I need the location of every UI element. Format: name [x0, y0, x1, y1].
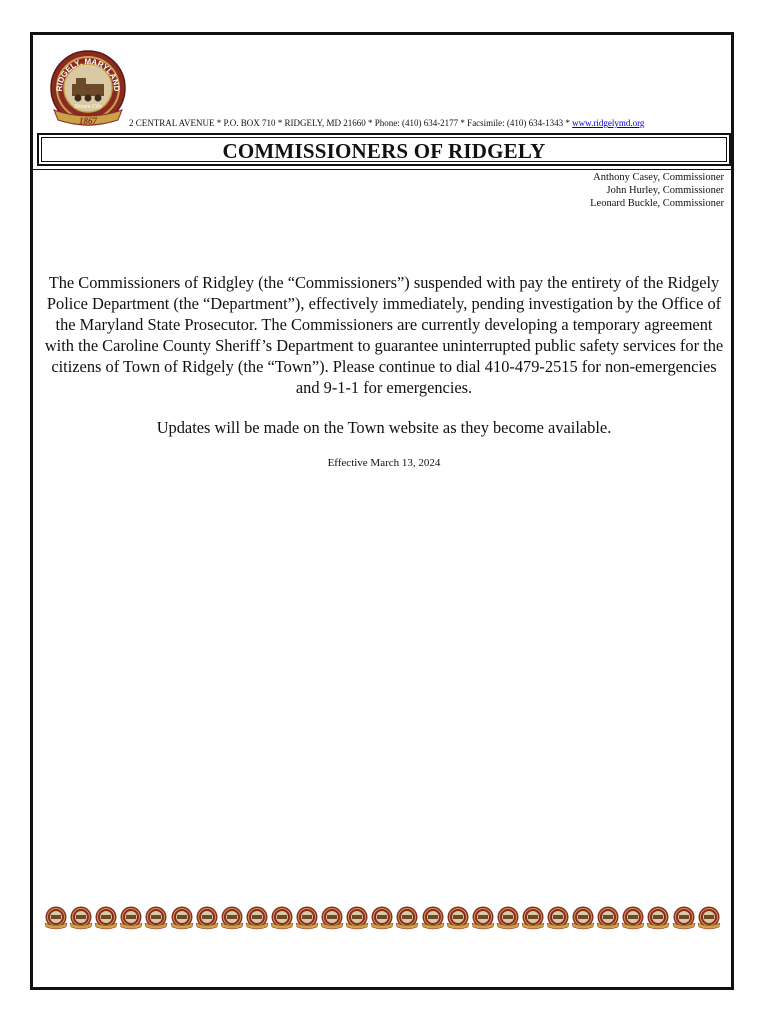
- mini-seal-icon: [596, 906, 620, 932]
- mini-seal-icon: [119, 906, 143, 932]
- mini-seal-icon: [571, 906, 595, 932]
- mini-seal-icon: [44, 906, 68, 932]
- updates-note: Updates will be made on the Town website as they become available.: [156, 418, 612, 437]
- mini-seal-icon: [370, 906, 394, 932]
- mini-seal-icon: [245, 906, 269, 932]
- svg-text:RIDGELY, MARYLAND: RIDGELY, MARYLAND: [54, 56, 122, 92]
- mini-seal-icon: [395, 906, 419, 932]
- mini-seal-icon: [345, 906, 369, 932]
- mini-seal-icon: [295, 906, 319, 932]
- mini-seal-icon: [546, 906, 570, 932]
- mini-seal-icon: [496, 906, 520, 932]
- town-seal-logo: [48, 48, 128, 132]
- svg-text:Dream City: Dream City: [74, 104, 102, 110]
- mini-seal-icon: [94, 906, 118, 932]
- mini-seal-icon: [646, 906, 670, 932]
- mini-seal-icon: [144, 906, 168, 932]
- svg-text:1867: 1867: [79, 116, 97, 126]
- mini-seal-icon: [69, 906, 93, 932]
- title-divider: [33, 169, 731, 170]
- mini-seal-icon: [270, 906, 294, 932]
- mini-seal-icon: [421, 906, 445, 932]
- commissioner-name: Leonard Buckle, Commissioner: [590, 198, 724, 209]
- title-bar: [37, 133, 731, 166]
- mini-seal-icon: [621, 906, 645, 932]
- announcement-paragraph: The Commissioners of Ridgley (the “Commissioners”) suspended with pay the entirety of the Ridgely Police Department (the “Department”), effectively immediately, pending investigation by the Office of the Maryland State Prosecutor. The Commissioners are currently developing a temporary agreement with the Caroline County Sheriff’s Department to guarantee uninterrupted public safety services for the citizens of Town of Ridgely (the “Town”). Please continue to dial 410-479-2515 for non-emergencies and 9-1-1 for emergencies.: [44, 273, 724, 397]
- mini-seal-icon: [195, 906, 219, 932]
- commissioner-list: [590, 171, 724, 210]
- mini-seal-icon: [521, 906, 545, 932]
- mini-seal-icon: [697, 906, 721, 932]
- title-bar-inner: [41, 137, 727, 162]
- mini-seal-icon: [170, 906, 194, 932]
- mini-seal-icon: [220, 906, 244, 932]
- mini-seal-icon: [471, 906, 495, 932]
- decorative-seal-row: [44, 906, 724, 936]
- commissioner-name: Anthony Casey, Commissioner: [593, 172, 724, 183]
- letterhead: [44, 44, 728, 132]
- commissioner-name: John Hurley, Commissioner: [606, 185, 724, 196]
- mini-seal-icon: [320, 906, 344, 932]
- address-text: 2 CENTRAL AVENUE * P.O. BOX 710 * RIDGELY, MD 21660 * Phone: (410) 634-2177 * Facsimile: (410) 634-1343 *: [129, 118, 573, 128]
- mini-seal-icon: [672, 906, 696, 932]
- mini-seal-icon: [446, 906, 470, 932]
- page-title: COMMISSIONERS OF RIDGELY: [222, 139, 546, 163]
- website-link[interactable]: www.ridgelymd.org: [572, 118, 645, 128]
- effective-date: Effective March 13, 2024: [327, 457, 441, 469]
- address-line: [129, 118, 644, 128]
